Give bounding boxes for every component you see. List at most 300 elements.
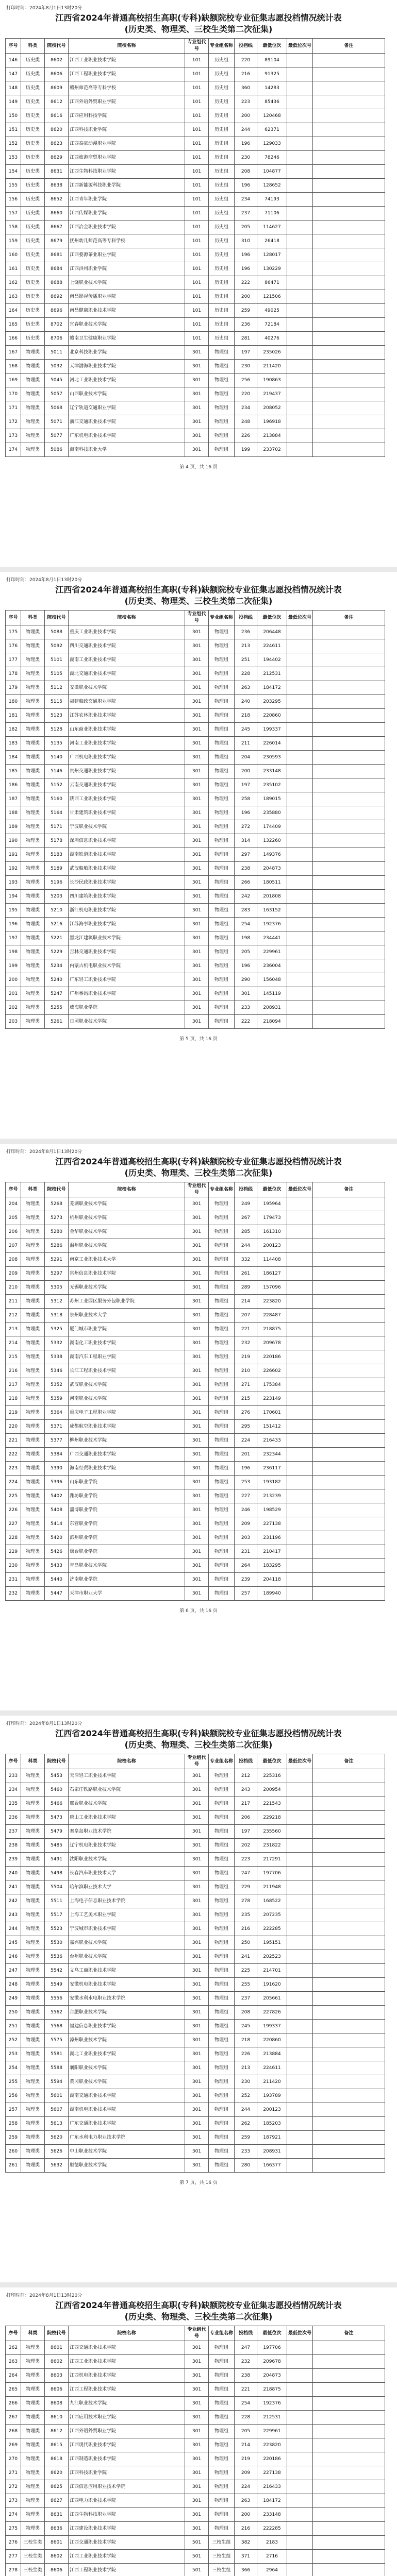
table-cell: 物理类 (21, 2341, 45, 2355)
table-cell: 物理类 (21, 918, 45, 931)
table-row (6, 1420, 385, 1434)
table-cell: 物理组 (209, 1448, 235, 1462)
table-cell: 200954 (257, 1783, 287, 1797)
table-cell: 234 (235, 401, 257, 415)
table-cell: 242 (6, 1894, 21, 1908)
table-cell: 物理组 (209, 778, 235, 792)
table-cell: 208931 (257, 2145, 287, 2159)
table-row (6, 973, 385, 987)
table-cell: 269 (6, 2438, 21, 2452)
table-cell: 253 (6, 2047, 21, 2061)
column-header: 序号 (6, 1754, 21, 1769)
table-cell: 301 (185, 2159, 209, 2173)
table-row (6, 2411, 385, 2425)
table-cell: 5460 (45, 1783, 69, 1797)
table-cell: 232 (235, 2355, 257, 2369)
table-cell: 物理类 (21, 1462, 45, 1476)
table-cell: 河北工业职业技术学院 (69, 374, 185, 387)
table-cell: 196 (235, 137, 257, 151)
table-row (6, 1392, 385, 1406)
table-cell: 历史类 (21, 151, 45, 165)
table-cell: 山东职业学院 (69, 1476, 185, 1489)
table-cell: 159 (6, 234, 21, 248)
table-cell: 5607 (45, 2103, 69, 2117)
table-cell: 266 (6, 2397, 21, 2411)
table-cell: 101 (185, 54, 209, 67)
table-row (6, 1992, 385, 2006)
table-row (6, 332, 385, 346)
table-cell (287, 234, 313, 248)
table-cell (313, 2466, 385, 2480)
table-cell: 物理组 (209, 1267, 235, 1281)
table-cell (287, 2466, 313, 2480)
table-cell: 物理类 (21, 667, 45, 681)
table-cell: 物理组 (209, 1853, 235, 1867)
table-cell (287, 2131, 313, 2145)
table-cell (287, 2089, 313, 2103)
table-cell: 204873 (257, 862, 287, 876)
table-cell: 132260 (257, 834, 287, 848)
table-cell: 台州职业技术学院 (69, 1950, 185, 1964)
table-cell (287, 401, 313, 415)
table-cell: 191620 (257, 1978, 287, 1992)
table-cell: 8606 (45, 2564, 69, 2576)
table-cell: 219437 (257, 387, 287, 401)
table-cell: 301 (185, 820, 209, 834)
table-cell: 物理组 (209, 751, 235, 765)
table-cell: 5128 (45, 723, 69, 737)
table-cell: 247 (235, 2341, 257, 2355)
table-cell (287, 54, 313, 67)
table-header-row (6, 611, 385, 625)
table-cell (287, 695, 313, 709)
table-cell: 物理组 (209, 1531, 235, 1545)
table-cell: 合肥职业技术学院 (69, 2006, 185, 2020)
table-cell: 湖南铁道职业技术学院 (69, 848, 185, 862)
table-cell (313, 862, 385, 876)
table-cell: 历史类 (21, 81, 45, 95)
table-row (6, 221, 385, 234)
table-cell: 物理组 (209, 820, 235, 834)
table-cell: 物理组 (209, 959, 235, 973)
table-cell: 5479 (45, 1825, 69, 1839)
table-cell: 江西现代职业技术学院 (69, 2438, 185, 2452)
table-cell: 301 (185, 876, 209, 890)
table-cell: 物理类 (21, 2480, 45, 2494)
table-cell: 210 (235, 1364, 257, 1378)
table-cell: 物理类 (21, 1406, 45, 1420)
table-cell: 275 (6, 2522, 21, 2536)
table-cell: 289 (235, 1281, 257, 1295)
table-cell: 183295 (257, 1559, 287, 1573)
table-cell: 203 (6, 1015, 21, 1029)
table-cell: 河南工业职业技术学院 (69, 737, 185, 751)
table-cell: 257 (6, 2103, 21, 2117)
table-cell: 物理组 (209, 1489, 235, 1503)
table-cell: 211948 (257, 1880, 287, 1894)
table-cell: 251 (6, 2020, 21, 2033)
table-cell (313, 625, 385, 639)
table-cell: 5183 (45, 848, 69, 862)
table-cell: 250 (6, 2006, 21, 2020)
table-cell: 物理组 (209, 1950, 235, 1964)
table-row (6, 765, 385, 778)
table-row (6, 2075, 385, 2089)
table-cell: 物理类 (21, 2159, 45, 2173)
table-cell: 中山职业技术学院 (69, 2145, 185, 2159)
table-cell: 物理类 (21, 2438, 45, 2452)
table-cell: 物理组 (209, 1783, 235, 1797)
table-cell (313, 2047, 385, 2061)
table-cell (313, 193, 385, 207)
table-cell: 历史组 (209, 165, 235, 179)
table-cell: 物理组 (209, 765, 235, 778)
table-cell: 物理类 (21, 2383, 45, 2397)
table-cell: 301 (185, 1323, 209, 1336)
table-cell (287, 1811, 313, 1825)
table-cell: 217 (6, 1378, 21, 1392)
table-cell: 301 (185, 834, 209, 848)
table-cell: 江西工程职业技术学院 (69, 2383, 185, 2397)
table-cell: 5556 (45, 1992, 69, 2006)
table-cell: 物理类 (21, 2452, 45, 2466)
table-cell: 189015 (257, 792, 287, 806)
table-cell (313, 1267, 385, 1281)
table-cell: 8652 (45, 193, 69, 207)
table-cell (287, 1867, 313, 1880)
table-cell (287, 276, 313, 290)
table-cell: 5581 (45, 2047, 69, 2061)
table-cell: 301 (185, 1587, 209, 1601)
table-cell: 上海电子信息职业技术学院 (69, 1894, 185, 1908)
table-row (6, 1378, 385, 1392)
table-cell: 嘉兴职业技术学院 (69, 1936, 185, 1950)
table-row (6, 1839, 385, 1853)
table-cell: 230 (6, 1559, 21, 1573)
table-cell: 物理组 (209, 1769, 235, 1783)
table-cell: 196 (235, 959, 257, 973)
table-cell: 5210 (45, 904, 69, 918)
table-cell: 5115 (45, 695, 69, 709)
table-cell: 255 (235, 1978, 257, 1992)
table-cell: 8609 (45, 81, 69, 95)
table-cell: 物理类 (21, 374, 45, 387)
column-header: 专业组名称 (209, 39, 235, 54)
table-cell: 物理组 (209, 1839, 235, 1853)
table-cell: 221543 (257, 1797, 287, 1811)
table-row (6, 304, 385, 318)
table-cell: 301 (185, 2047, 209, 2061)
table-row (6, 67, 385, 81)
table-cell: 231 (6, 1573, 21, 1587)
table-cell: 243 (235, 1783, 257, 1797)
table-cell: 长沙民政职业技术学院 (69, 876, 185, 890)
table-cell: 271 (235, 1378, 257, 1392)
table-cell: 柳州职业技术学院 (69, 1434, 185, 1448)
table-cell: 5077 (45, 429, 69, 443)
table-cell: 历史类 (21, 248, 45, 262)
table-cell: 历史类 (21, 332, 45, 346)
table-cell (313, 54, 385, 67)
table-cell: 物理类 (21, 1295, 45, 1309)
table-cell: 200 (6, 973, 21, 987)
table-row (6, 1503, 385, 1517)
table-cell: 5286 (45, 1239, 69, 1253)
table-cell: 历史类 (21, 304, 45, 318)
column-header: 备注 (313, 611, 385, 625)
table-cell: 广东轻工职业技术学院 (69, 973, 185, 987)
table-cell: 5297 (45, 1267, 69, 1281)
table-cell: 物理类 (21, 1992, 45, 2006)
table-cell: 唐山工业职业技术学院 (69, 1811, 185, 1825)
table-cell: 物理类 (21, 1378, 45, 1392)
table-cell (313, 1587, 385, 1601)
table-cell (313, 2341, 385, 2355)
table-cell: 8602 (45, 54, 69, 67)
table-cell: 襄阳职业技术学院 (69, 2061, 185, 2075)
table-cell: 物理组 (209, 1559, 235, 1573)
table-cell: 5171 (45, 820, 69, 834)
table-cell: 三校生类 (21, 2564, 45, 2576)
table-cell: 156048 (257, 973, 287, 987)
table-cell: 233148 (257, 2508, 287, 2522)
table-cell: 物理类 (21, 346, 45, 360)
table-cell: 物理组 (209, 1978, 235, 1992)
table-cell (313, 1448, 385, 1462)
table-cell: 301 (185, 1545, 209, 1559)
table-cell: 301 (185, 1797, 209, 1811)
table-cell (287, 2494, 313, 2508)
table-cell: 物理类 (21, 1267, 45, 1281)
table-cell: 物理类 (21, 723, 45, 737)
table-cell: 200 (235, 765, 257, 778)
table-cell: 物理组 (209, 1587, 235, 1601)
table-cell: 湖南化工职业技术学院 (69, 1336, 185, 1350)
table-cell: 5092 (45, 639, 69, 653)
table-cell (287, 806, 313, 820)
table-row (6, 1448, 385, 1462)
table-row (6, 737, 385, 751)
table-cell: 256 (235, 374, 257, 387)
table-cell: 8620 (45, 123, 69, 137)
table-cell: 5549 (45, 1978, 69, 1992)
table-cell: 184172 (257, 2494, 287, 2508)
table-cell: 501 (185, 2564, 209, 2576)
table-cell: 301 (185, 1853, 209, 1867)
table-cell (313, 1894, 385, 1908)
table-cell: 物理组 (209, 1364, 235, 1378)
table-cell (287, 1783, 313, 1797)
table-cell: 382 (235, 2536, 257, 2550)
table-cell: 209 (6, 1267, 21, 1281)
table-cell (313, 2145, 385, 2159)
table-cell: 199337 (257, 723, 287, 737)
table-cell: 202523 (257, 1950, 287, 1964)
table-cell: 224611 (257, 639, 287, 653)
table-cell: 161 (6, 262, 21, 276)
table-cell: 205661 (257, 1992, 287, 2006)
table-cell (287, 2480, 313, 2494)
table-cell: 物理类 (21, 1839, 45, 1853)
column-header: 院校代号 (45, 39, 69, 54)
table-cell (313, 695, 385, 709)
table-cell: 301 (185, 346, 209, 360)
table-row (6, 234, 385, 248)
table-cell (313, 207, 385, 221)
table-cell: 301 (185, 443, 209, 457)
table-cell: 217 (235, 1797, 257, 1811)
table-cell (313, 2522, 385, 2536)
table-cell (287, 973, 313, 987)
table-cell: 江西工程职业技术学院 (69, 2564, 185, 2576)
table-cell: 厦门城市职业学院 (69, 1323, 185, 1336)
table-cell: 230 (235, 2075, 257, 2089)
table-row (6, 2355, 385, 2369)
table-row (6, 1309, 385, 1323)
table-cell: 物理类 (21, 904, 45, 918)
table-cell: 物理类 (21, 2494, 45, 2508)
table-cell: 211 (235, 737, 257, 751)
table-row (6, 1462, 385, 1476)
table-cell: 226014 (257, 737, 287, 751)
table-cell (287, 304, 313, 318)
table-row (6, 2425, 385, 2438)
table-cell: 225 (235, 1964, 257, 1978)
table-cell: 广东机电职业技术学院 (69, 429, 185, 443)
table-cell (313, 109, 385, 123)
column-header: 最低位次号 (287, 2326, 313, 2341)
table-cell (313, 681, 385, 695)
table-row (6, 1880, 385, 1894)
table-cell: 5112 (45, 681, 69, 695)
table-cell (313, 2411, 385, 2425)
table-cell: 285 (235, 1225, 257, 1239)
table-cell: 198529 (257, 1503, 287, 1517)
table-cell: 物理组 (209, 1378, 235, 1392)
table-cell: 213 (6, 1323, 21, 1336)
print-date: 打印时间：2024年8月1日13时20分 (6, 1149, 82, 1155)
table-cell: 安徽水利水电职业技术学院 (69, 1992, 185, 2006)
table-cell: 128652 (257, 179, 287, 193)
table-cell: 157096 (257, 1281, 287, 1295)
table-cell: 278 (235, 1894, 257, 1908)
table-cell: 物理组 (209, 2369, 235, 2383)
table-row (6, 415, 385, 429)
table-cell: 301 (185, 2355, 209, 2369)
table-cell: 物理组 (209, 987, 235, 1001)
table-cell: 物理组 (209, 2089, 235, 2103)
table-cell: 301 (185, 1267, 209, 1281)
table-cell: 241 (6, 1880, 21, 1894)
table-cell (287, 1489, 313, 1503)
table-cell: 301 (185, 1517, 209, 1531)
table-cell: 物理组 (209, 1211, 235, 1225)
table-row (6, 123, 385, 137)
table-cell: 216 (235, 2522, 257, 2536)
table-cell: 物理类 (21, 806, 45, 820)
table-cell: 5160 (45, 792, 69, 806)
table-cell: 5352 (45, 1378, 69, 1392)
table-cell: 漳州职业技术学院 (69, 2033, 185, 2047)
table-cell: 湖南交通职业技术学院 (69, 2089, 185, 2103)
table-cell: 物理类 (21, 834, 45, 848)
table-cell: 180 (6, 695, 21, 709)
table-cell (287, 765, 313, 778)
table-cell: 物理类 (21, 820, 45, 834)
table-cell: 295 (235, 1420, 257, 1434)
table-cell (287, 1839, 313, 1853)
table-cell: 物理类 (21, 1978, 45, 1992)
table-cell: 物理类 (21, 973, 45, 987)
table-cell: 216 (235, 67, 257, 81)
table-cell: 192376 (257, 2397, 287, 2411)
table-cell: 177 (6, 653, 21, 667)
table-cell: 物理组 (209, 2425, 235, 2438)
table-cell: 301 (185, 360, 209, 374)
table-cell: 233 (235, 1001, 257, 1015)
table-cell: 8692 (45, 290, 69, 304)
table-cell (313, 890, 385, 904)
table-cell: 三校生组 (209, 2564, 235, 2576)
table-cell: 301 (185, 1462, 209, 1476)
table-cell: 历史组 (209, 179, 235, 193)
table-cell: 301 (185, 1392, 209, 1406)
table-cell (287, 2355, 313, 2369)
table-row (6, 723, 385, 737)
table-cell: 301 (185, 1489, 209, 1503)
table-cell (313, 1922, 385, 1936)
table-cell: 273 (6, 2494, 21, 2508)
table-cell: 5318 (45, 1309, 69, 1323)
column-header: 专业组名称 (209, 1754, 235, 1769)
table-cell: 物理类 (21, 1573, 45, 1587)
table-cell: 208931 (257, 1001, 287, 1015)
table-cell: 71106 (257, 207, 287, 221)
table-cell: 268 (6, 2425, 21, 2438)
column-header: 科类 (21, 1754, 45, 1769)
table-cell (313, 1867, 385, 1880)
table-cell: 江西生物科技职业学院 (69, 2508, 185, 2522)
table-cell: 江西科技职业学院 (69, 123, 185, 137)
table-cell: 232 (235, 1336, 257, 1350)
table-cell (313, 2438, 385, 2452)
column-header: 专业组代号 (185, 39, 209, 54)
table-cell (287, 2033, 313, 2047)
table-cell: 浙江交通职业技术学院 (69, 415, 185, 429)
table-row (6, 667, 385, 681)
table-cell: 深圳信息职业技术学院 (69, 834, 185, 848)
table-cell: 198 (6, 945, 21, 959)
table-row (6, 1964, 385, 1978)
table-cell: 物理组 (209, 401, 235, 415)
table-cell (287, 193, 313, 207)
table-cell: 190 (6, 834, 21, 848)
table-cell: 239 (235, 1573, 257, 1587)
table-cell (287, 1769, 313, 1783)
table-cell: 广西交通职业技术学院 (69, 1448, 185, 1462)
table-cell: 261 (235, 1267, 257, 1281)
table-cell: 物理类 (21, 1434, 45, 1448)
report-page (0, 572, 397, 1139)
table-cell: 156 (6, 193, 21, 207)
table-cell: 8684 (45, 262, 69, 276)
table-cell: 物理组 (209, 709, 235, 723)
table-cell: 223 (235, 95, 257, 109)
table-header-row (6, 1182, 385, 1197)
table-cell: 物理组 (209, 2411, 235, 2425)
table-cell: 江西生物科技职业学院 (69, 165, 185, 179)
table-cell: 234441 (257, 931, 287, 945)
